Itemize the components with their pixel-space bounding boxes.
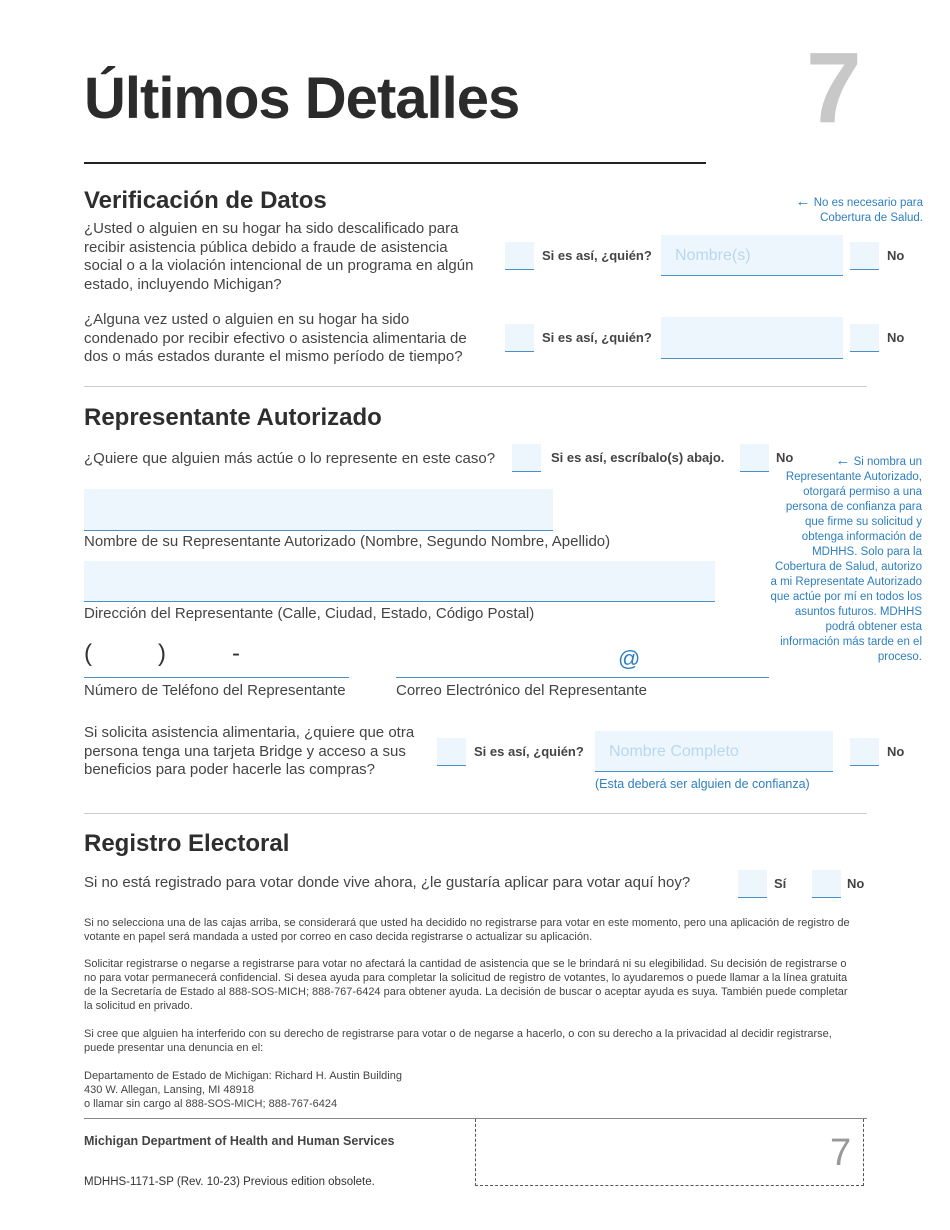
q1-names-input[interactable]: Nombre(s) bbox=[661, 235, 843, 276]
voter-question: Si no está registrado para votar donde vive ahora, ¿le gustaría aplicar para votar aquí hoy? bbox=[84, 874, 691, 891]
bridge-no-checkbox[interactable] bbox=[850, 738, 879, 766]
verification-note: ← No es necesario para Cobertura de Salud. bbox=[795, 193, 923, 224]
voter-yes-label: Sí bbox=[774, 876, 787, 891]
title-divider bbox=[84, 162, 706, 164]
voter-paragraph-3: Si cree que alguien ha interferido con su derecho de registrarse para votar o de negarse a hacerlo, o con su derecho a la privacidad al decidir registrarse, puede presentar una denuncia en el: bbox=[84, 1028, 832, 1054]
representative-question: ¿Quiere que alguien más actúe o lo represente en este caso? bbox=[84, 450, 496, 467]
rep-phone-caption: Número de Teléfono del Representante bbox=[84, 682, 346, 699]
q2-no-label: No bbox=[887, 330, 905, 345]
voter-no-label: No bbox=[847, 876, 865, 891]
rep-no-checkbox[interactable] bbox=[740, 444, 769, 472]
rep-phone-input[interactable]: ( ) - bbox=[84, 640, 349, 678]
verification-q2-text: ¿Alguna vez usted o alguien en su hogar ha sido condenado por recibir efectivo o asistencia alimentaria de dos o más estados durante el mismo período de tiempo? bbox=[84, 311, 467, 365]
rep-email-caption: Correo Electrónico del Representante bbox=[396, 682, 647, 699]
representative-note: ← Si nombra un Representante Autorizado, otorgará permiso a una persona de confianza para que firme su solicitud y obtenga información de MDHHS. Solo para la Cobertura de Salud, autorizo a mi Representate Autorizado que actúe por mí en todos los asuntos futuros. MDHHS podrá obtener esta información más tarde en el proceso. bbox=[770, 452, 922, 663]
q1-no-checkbox[interactable] bbox=[850, 242, 879, 270]
bridge-name-input[interactable]: Nombre Completo bbox=[595, 731, 833, 772]
rep-yes-label: Si es así, escríbalo(s) abajo. bbox=[551, 450, 725, 465]
at-sign-icon: @ bbox=[618, 646, 641, 671]
footer-form-id: MDHHS-1171-SP (Rev. 10-23) Previous edition obsolete. bbox=[84, 1176, 375, 1188]
voter-paragraph-2: Solicitar registrarse o negarse a registrarse para votar no afectará la cantidad de asistencia que se le brindará ni su elegibilidad. Su decisión de registrarse o no para votar permanecerá confidencial. Si desea ayuda para completar la solicitud de registro de votantes, lo ayudaremos o puede llamar a la línea gratuita de la Secretaría de Estado al 888-SOS-MICH; 888-767-6424 para obtener ayuda. La decisión de buscar o aceptar ayuda es suya. También puede completar la solicitud en privado. bbox=[84, 958, 848, 1012]
address-line-3: o llamar sin cargo al 888-SOS-MICH; 888-767-6424 bbox=[84, 1098, 338, 1110]
q2-names-input[interactable] bbox=[661, 317, 843, 359]
rep-address-caption: Dirección del Representante (Calle, Ciudad, Estado, Código Postal) bbox=[84, 605, 535, 622]
arrow-left-icon: ← bbox=[795, 193, 811, 210]
rep-yes-checkbox[interactable] bbox=[512, 444, 541, 472]
rep-name-input[interactable] bbox=[84, 489, 553, 531]
bridge-hint: (Esta deberá ser alguien de confianza) bbox=[595, 777, 810, 791]
bridge-who-label: Si es así, ¿quién? bbox=[474, 744, 584, 759]
voter-yes-checkbox[interactable] bbox=[738, 870, 767, 898]
office-use-box bbox=[475, 1119, 864, 1186]
bridge-yes-checkbox[interactable] bbox=[437, 738, 466, 766]
section-divider bbox=[84, 386, 867, 387]
verification-q1-text: ¿Usted o alguien en su hogar ha sido descalificado para recibir asistencia pública debido a fraude de asistencia social o a la violación intencional de un programa en algún estado, incluyendo Michigan? bbox=[84, 220, 474, 293]
representative-heading: Representante Autorizado bbox=[84, 404, 382, 431]
voter-heading: Registro Electoral bbox=[84, 830, 290, 857]
bridge-no-label: No bbox=[887, 744, 905, 759]
verification-heading: Verificación de Datos bbox=[84, 187, 327, 214]
q1-who-label: Si es así, ¿quién? bbox=[542, 248, 652, 263]
page-title: Últimos Detalles bbox=[84, 66, 520, 131]
bridge-question: Si solicita asistencia alimentaria, ¿quiere que otra persona tenga una tarjeta Bridge y acceso a sus beneficios para poder hacerle las compras? bbox=[84, 724, 415, 778]
rep-name-caption: Nombre de su Representante Autorizado (Nombre, Segundo Nombre, Apellido) bbox=[84, 533, 611, 550]
address-line-2: 430 W. Allegan, Lansing, MI 48918 bbox=[84, 1084, 255, 1096]
rep-address-input[interactable] bbox=[84, 561, 715, 602]
q2-yes-checkbox[interactable] bbox=[505, 324, 534, 352]
q2-no-checkbox[interactable] bbox=[850, 324, 879, 352]
q2-who-label: Si es así, ¿quién? bbox=[542, 330, 652, 345]
voter-paragraph-1: Si no selecciona una de las cajas arriba, se considerará que usted ha decidido no registrarse para votar en este momento, pero una aplicación de registro de votante en papel será mandada a usted por correo en caso decida registrarse o actualizar su aplicación. bbox=[84, 917, 850, 943]
rep-email-input[interactable] bbox=[396, 640, 769, 678]
section-number: 7 bbox=[806, 32, 862, 144]
footer-department: Michigan Department of Health and Human Services bbox=[84, 1134, 395, 1148]
footer-page-number: 7 bbox=[830, 1132, 852, 1174]
arrow-left-icon: ← bbox=[835, 452, 851, 469]
address-line-1: Departamento de Estado de Michigan: Richard H. Austin Building bbox=[84, 1070, 402, 1082]
voter-no-checkbox[interactable] bbox=[812, 870, 841, 898]
q1-yes-checkbox[interactable] bbox=[505, 242, 534, 270]
voter-address bbox=[84, 1069, 854, 1111]
section-divider bbox=[84, 813, 867, 814]
q1-no-label: No bbox=[887, 248, 905, 263]
rep-no-label: No bbox=[776, 450, 794, 465]
